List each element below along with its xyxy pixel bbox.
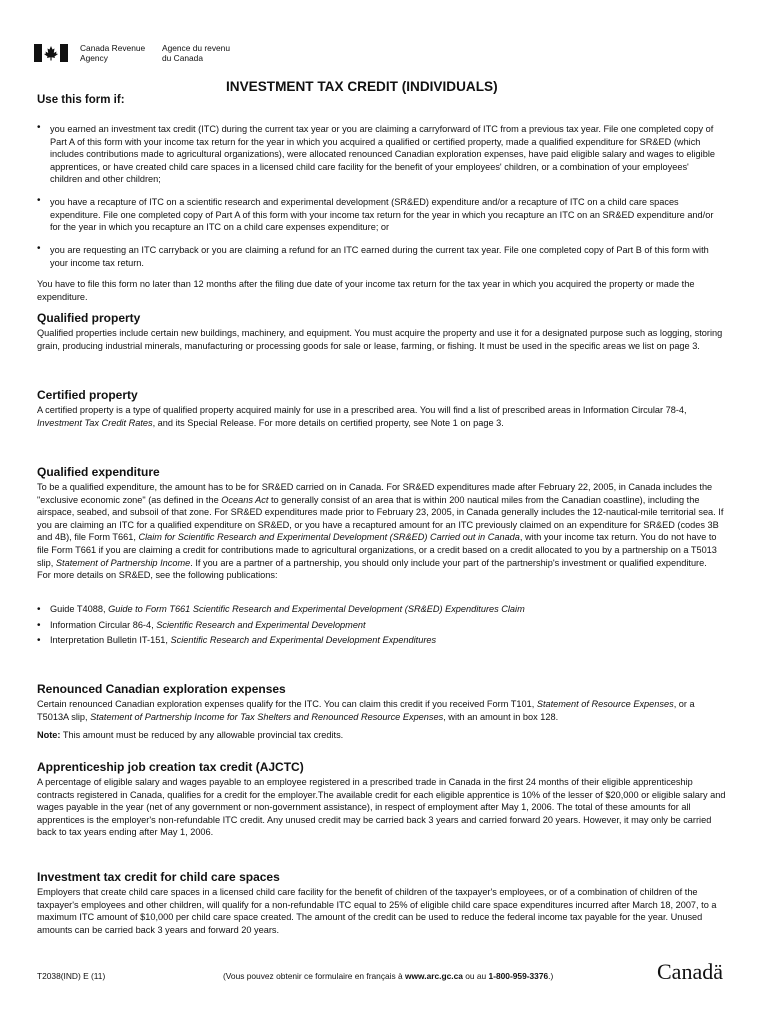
agency-name-en-line-1: Canada Revenue [80,43,146,53]
form-title: INVESTMENT TAX CREDIT (INDIVIDUALS) [226,79,498,94]
cra-phone-number: 1-800-959-3376 [488,971,549,981]
bullet-icon: • [37,619,41,631]
use-form-bullet-3: you are requesting an ITC carryback or you are claiming a refund for an ITC earned during the current tax year. File one completed copy of Part B of this form with your income tax return. [50,245,709,268]
publication-ref: Information Circular 86-4, [50,619,157,630]
note-text: This amount must be reduced by any allowable provincial tax credits. [60,730,344,740]
use-form-if-label: Use this form if: [37,94,125,106]
certified-property-text [37,404,727,429]
certified-property-heading: Certified property [37,388,138,402]
renounced-text-2: , or a T5013A slip, [37,699,695,722]
qe-more-details: For more details on SR&ED, see the following publications: [37,570,278,581]
qe-text-2: to generally consist of an area that is within 200 nautical miles from the Canadian coastline), including the airspace, seabed, and subsoil of that zone. For SR&ED expenditures made prior to February 23, 2005, in Canada generally includes the 12-nautical-mile territorial sea. If you are claiming an ITC for a qualified expenditure on SR&ED, or you have a recaptured amount for an ITC previously claimed on an expenditure for SR&ED (codes 3B and 4B), file Form T661, [37,494,724,543]
qualified-expenditure-text [37,481,727,582]
qualified-property-heading: Qualified property [37,311,141,325]
child-care-text: Employers that create child care spaces in a licensed child care facility for the benefit of children of the taxpayer's employees, or of a combination of children of the taxpayer's employees and other children, will qualify for a non-refundable ITC equal to 25% of eligible child care space expenditures incurred after March 18, 2007, to a maximum ITC amount of $10,000 per child care space created. The amount of the credit can be used to reduce the federal income tax payable for the year. Unused amounts can be carried back 3 years and forward 20 years. [37,887,717,935]
form-identifier: T2038(IND) E (11) [37,971,106,981]
qualified-property-text: Qualified properties include certain new buildings, machinery, and equipment. You must acquire the property and use it for a designated purpose such as logging, storing grain, producing industrial minerals, manufacturing or processing goods for sale or lease, farming, or fishing. It must be used in the specific areas we list on page 3. [37,328,723,351]
publication-item [37,633,737,649]
use-form-bullet-1: you earned an investment tax credit (ITC) during the current tax year or you are claiming a carryforward of ITC from a previous tax year. File one completed copy of Part A of this form with your income tax return for the year in which you acquired a qualified or certified property, made a qualified expenditure for SR&ED (which includes contributions made to agricultural organizations), were allocated renounced Canadian exploration expenses, have paid eligible salary and wages to eligible apprentices, or have created child care spaces in a licensed child care facility for the benefit of your employees' children, or a combination of your employees' children and other children; [50,124,715,185]
renounced-text-1: Certain renounced Canadian exploration expenses qualify for the ITC. You can claim this credit if you received Form T101, [37,699,537,709]
publication-title: Scientific Research and Experimental Development Expenditures [170,635,437,646]
agency-name-en [80,43,145,63]
bullet-icon: • [37,243,41,254]
qe-t5013-title: Statement of Partnership Income [55,557,191,568]
publication-item [37,602,737,618]
publication-ref: Guide T4088, [50,604,109,614]
qe-form-t661-title: Claim for Scientific Research and Experimental Development (SR&ED) Carried out in Canada [138,532,520,543]
filing-deadline-note: You have to file this form no later than 12 months after the filing due date of your income tax return for the tax year in which you acquired the property or made the expenditure. [37,279,695,302]
note-label: Note: [37,730,61,740]
agency-name-fr [162,43,230,63]
french-availability-note [223,971,553,981]
renounced-note [37,729,727,742]
agency-name-fr-line-1: Agence du revenu [162,43,230,53]
qe-text-4: . If you are a partner of a partnership, you should only include your part of the partnership's investment or qualified expenditure. [190,557,707,568]
bullet-icon: • [37,604,41,615]
bullet-icon: • [37,122,41,133]
renounced-expenses-heading: Renounced Canadian exploration expenses [37,682,286,696]
ajctc-heading: Apprenticeship job creation tax credit (AJCTC) [37,760,304,774]
cra-website-link[interactable]: www.arc.gc.ca [405,971,463,981]
certified-property-text-1: A certified property is a type of qualified property acquired mainly for use in a prescribed area. You will find a list of prescribed areas in Information Circular 78-4, [37,405,687,415]
publications-list [37,602,737,649]
use-form-bullet-2: you have a recapture of ITC on a scientific research and experimental development (SR&ED) expenditure and/or a recapture of ITC on a child care spaces expenditure. File one completed copy of Part A of this form with your income tax return for the year in which you recapture an ITC on an SR&ED expenditure and/or for the year in which you recapture an ITC on a child care expenses expenditure; or [50,197,714,233]
bullet-icon: • [37,635,41,647]
french-text-3: .) [548,971,554,981]
child-care-heading: Investment tax credit for child care spaces [37,870,280,884]
renounced-text-3: , with an amount in box 128. [443,711,559,722]
certified-property-circular-title: Investment Tax Credit Rates [37,417,153,428]
bullet-icon: • [37,195,41,206]
qualified-expenditure-heading: Qualified expenditure [37,465,160,479]
publication-title: Guide to Form T661 Scientific Research and Experimental Development (SR&ED) Expenditures Claim [108,604,525,614]
qe-oceans-act: Oceans Act [221,494,269,505]
publication-ref: Interpretation Bulletin IT-151, [50,635,171,646]
ajctc-text: A percentage of eligible salary and wages payable to an employee registered in a prescribed trade in Canada in the first 24 months of their eligible apprenticeship contracts registered in Canada, qualifies for a credit for the employer.The available credit for each eligible apprentice is 10% of the lesser of $20,000 or eligible salary and wages payable in the year (net of any government or non-government assistance), in respect of employment after May 1, 2006. The total of these amounts for all apprentices is the employer's non-refundable ITC credit. Any unused credit may be carried back 3 years and carried forward 20 years. However, it may only be carried back to tax years ending after May 1, 2006. [37,777,726,838]
government-flag-logo [34,44,68,67]
french-text-1: (Vous pouvez obtenir ce formulaire en français à [223,971,406,981]
qe-text-1: To be a qualified expenditure, the amount has to be for SR&ED carried on in Canada. For SR&ED expenditures made after February 22, 2005, in Canada includes the "exclusive economic zone" (as defined in the [37,482,713,505]
canada-wordmark: Canadä [657,959,723,984]
renounced-form-t101-title: Statement of Resource Expenses [536,699,674,709]
french-text-2: ou au [462,971,489,981]
qe-text-3: , with your income tax return. You do not have to file Form T661 if you are claiming a credit for contributions made to agricultural organizations, or a credit based on a credit allocated to you by a partnership on a T5013 slip, [37,532,717,568]
certified-property-text-2: , and its Special Release. For more details on certified property, see Note 1 on page 3. [152,417,504,428]
agency-name-en-line-2: Agency [80,53,108,63]
agency-name-fr-line-2: du Canada [162,53,203,63]
renounced-t5013a-title: Statement of Partnership Income for Tax Shelters and Renounced Resource Expenses [90,711,444,722]
publication-title: Scientific Research and Experimental Development [156,619,366,630]
publication-item [37,618,737,634]
renounced-expenses-text [37,698,727,723]
